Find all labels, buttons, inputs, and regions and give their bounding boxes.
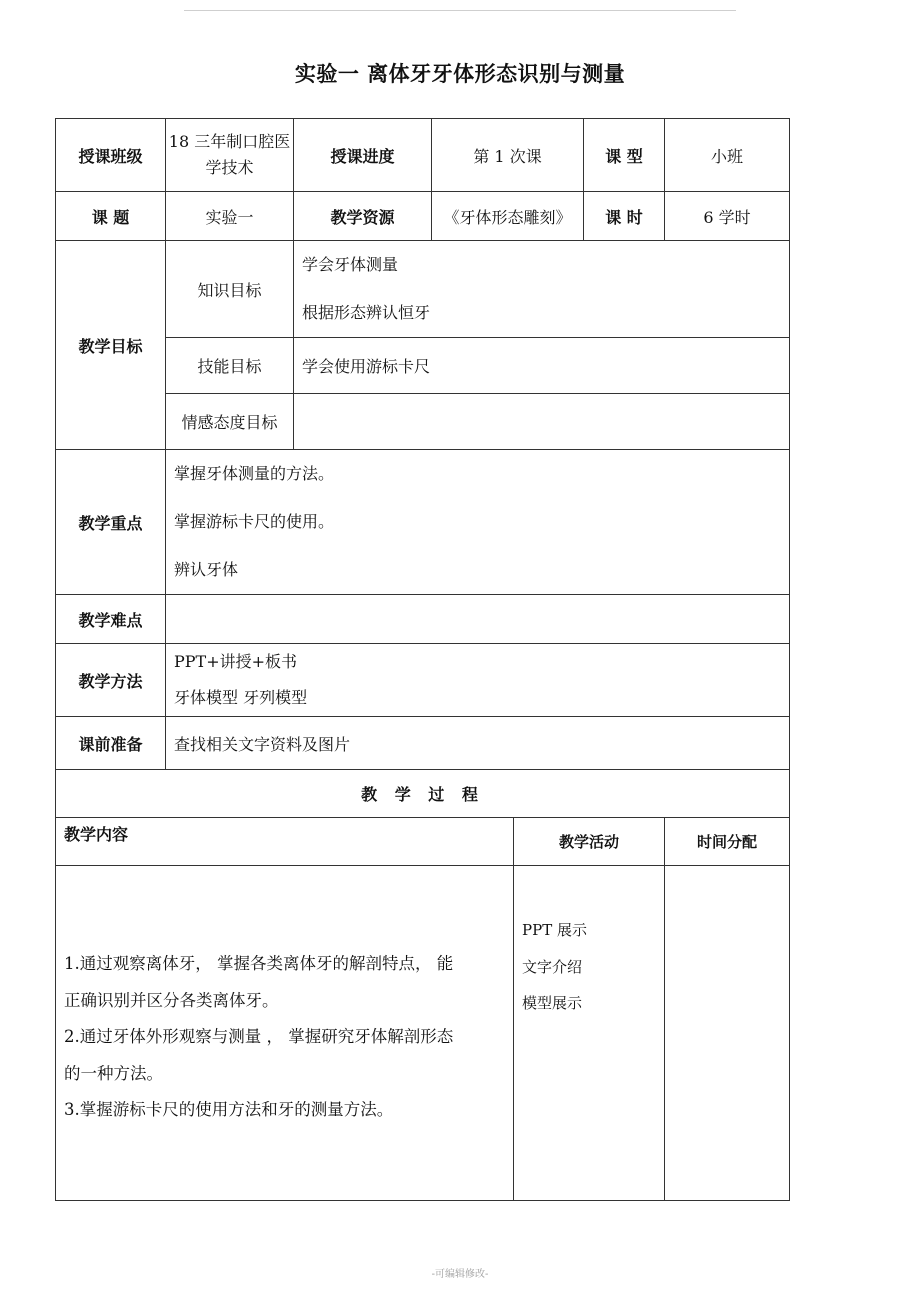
knowledge-item: 根据形态辨认恒牙 [302, 303, 431, 322]
progress-value: 第 1 次课 [432, 119, 584, 192]
knowledge-items [294, 241, 790, 338]
page-title: 实验一 离体牙牙体形态识别与测量 [294, 62, 626, 86]
resource-label: 教学资源 [294, 192, 432, 241]
methods-label: 教学方法 [56, 644, 166, 717]
time-header: 时间分配 [665, 818, 790, 866]
content-line: 1.通过观察离体牙， 掌握各类离体牙的解剖特点， 能 [64, 954, 454, 973]
info-row-2 [56, 192, 790, 241]
activity-item: 模型展示 [522, 994, 583, 1012]
content-line: 3.掌握游标卡尺的使用方法和牙的测量方法。 [64, 1100, 394, 1119]
preparation-label: 课前准备 [56, 717, 166, 770]
info-row-1 [56, 119, 790, 192]
topic-value: 实验一 [166, 192, 294, 241]
skill-label: 技能目标 [166, 338, 294, 394]
hours-value: 6 学时 [665, 192, 790, 241]
knowledge-item: 学会牙体测量 [302, 255, 399, 274]
skill-objective-row [56, 338, 790, 394]
progress-label: 授课进度 [294, 119, 432, 192]
process-header-row [56, 818, 790, 866]
method-item: 牙体模型 牙列模型 [174, 688, 308, 707]
top-divider [184, 10, 736, 11]
difficulties-value [166, 595, 790, 644]
preparation-value: 查找相关文字资料及图片 [166, 717, 790, 770]
content-line: 正确识别并区分各类离体牙。 [64, 990, 279, 1010]
type-value: 小班 [665, 119, 790, 192]
lesson-plan-table [55, 118, 790, 1201]
emotion-label: 情感态度目标 [166, 394, 294, 450]
emotion-objective-row [56, 394, 790, 450]
class-value-line2: 学技术 [205, 158, 254, 177]
difficulties-label: 教学难点 [56, 595, 166, 644]
activity-list [514, 866, 665, 1201]
methods-row [56, 644, 790, 717]
objectives-label: 教学目标 [56, 241, 166, 450]
difficulties-row [56, 595, 790, 644]
content-body [56, 866, 514, 1201]
class-label: 授课班级 [56, 119, 166, 192]
resource-value: 《牙体形态雕刻》 [432, 192, 584, 241]
knowledge-label: 知识目标 [166, 241, 294, 338]
content-line: 的一种方法。 [64, 1063, 163, 1083]
hours-label: 课 时 [584, 192, 665, 241]
key-point-item: 辨认牙体 [174, 560, 239, 579]
skill-value: 学会使用游标卡尺 [294, 338, 790, 394]
class-value [166, 119, 294, 192]
activity-item: PPT 展示 [522, 921, 587, 939]
content-line: 2.通过牙体外形观察与测量 ， 掌握研究牙体解剖形态 [64, 1027, 454, 1046]
key-points-label: 教学重点 [56, 450, 166, 595]
time-value [665, 866, 790, 1201]
key-points-list [166, 450, 790, 595]
class-value-line1: 18 三年制口腔医 [168, 132, 291, 151]
content-header: 教学内容 [56, 818, 514, 866]
emotion-value [294, 394, 790, 450]
process-heading: 教 学 过 程 [56, 770, 790, 818]
footer-note: -可编辑修改- [431, 1269, 489, 1280]
key-points-row [56, 450, 790, 595]
method-item: PPT+讲授+板书 [174, 652, 298, 671]
topic-label: 课 题 [56, 192, 166, 241]
preparation-row [56, 717, 790, 770]
methods-list [166, 644, 790, 717]
type-label: 课 型 [584, 119, 665, 192]
key-point-item: 掌握游标卡尺的使用。 [174, 512, 335, 531]
activity-item: 文字介绍 [522, 957, 583, 976]
key-point-item: 掌握牙体测量的方法。 [174, 464, 335, 483]
activity-header: 教学活动 [514, 818, 665, 866]
process-heading-row [56, 770, 790, 818]
process-body-row [56, 866, 790, 1201]
knowledge-objective-row [56, 241, 790, 338]
